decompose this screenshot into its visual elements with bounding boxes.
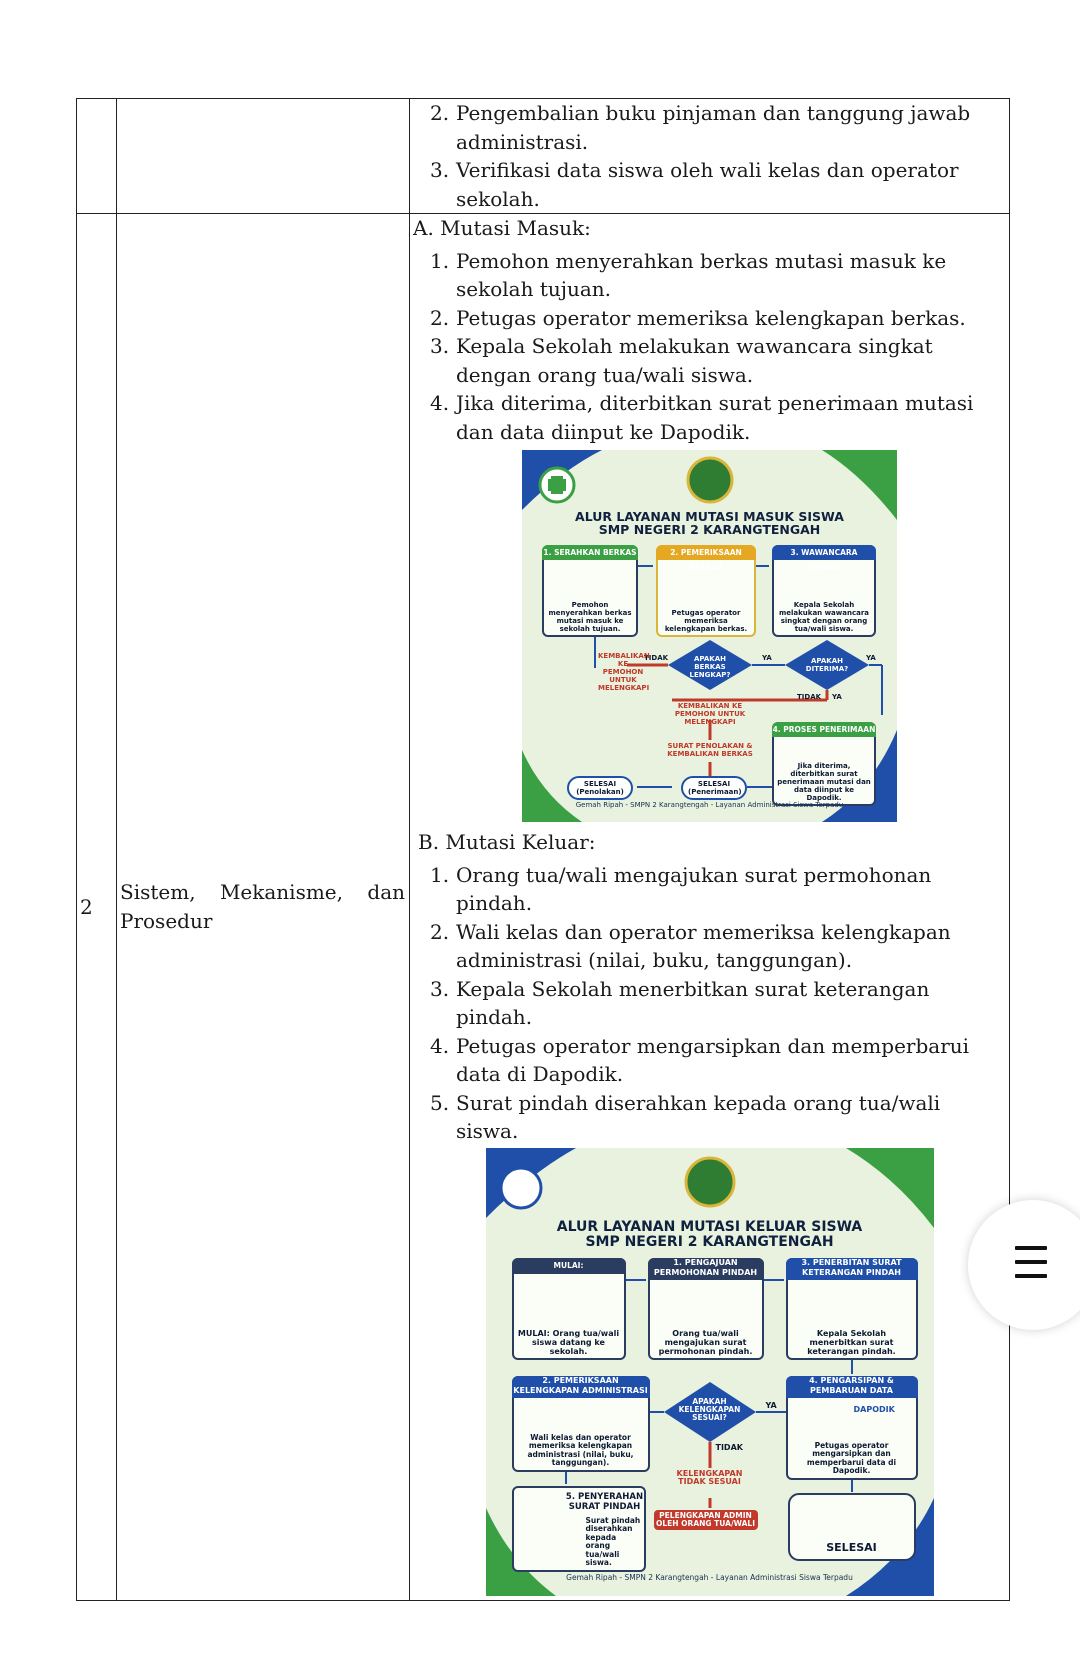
step-box [656, 545, 756, 637]
step-caption: Kepala Sekolah menerbitkan surat keterangan pindah. [807, 1328, 896, 1356]
cell-no [77, 214, 117, 1601]
list-mutasi-masuk [410, 247, 1009, 447]
list-item [410, 1089, 1009, 1146]
step-box [772, 545, 876, 637]
list-item-text: Orang tua/wali mengajukan surat permohonan pindah. [456, 862, 932, 915]
infographic-subtitle: SMP NEGERI 2 KARANGTENGAH [585, 1233, 834, 1250]
list-mutasi-keluar [410, 861, 1009, 1146]
step-header: 4. PENGARSIPAN & PEMBARUAN DATA [786, 1376, 918, 1398]
label-ya: YA [762, 654, 772, 662]
step-header: 3. WAWANCARA SINGKAT [772, 545, 876, 560]
list-item-text: Pengembalian buku pinjaman dan tanggung jawab administrasi. [456, 101, 971, 154]
infographic-title: ALUR LAYANAN MUTASI KELUAR SISWA [556, 1218, 863, 1235]
step-box [786, 1376, 918, 1480]
table-row [77, 99, 1010, 214]
infographic-keluar-wrap [410, 1148, 1009, 1596]
list-item [410, 304, 1009, 333]
note-tidak-sesuai: KELENGKAPAN TIDAK SESUAI [676, 1468, 743, 1486]
step-caption: MULAI: Orang tua/wali siswa datang ke sekolah. [517, 1328, 620, 1356]
step-caption: Wali kelas dan operator memeriksa kelengkapan administrasi (nilai, buku, tanggungan). [527, 1432, 634, 1467]
note-kembalikan: KEMBALIKAN KE PEMOHON UNTUK MELENGKAPI [674, 702, 746, 726]
step-box [512, 1486, 646, 1572]
step-caption: Petugas operator memeriksa kelengkapan berkas. [664, 609, 748, 633]
step-box [648, 1258, 764, 1360]
label-tidak: TIDAK [715, 1442, 743, 1452]
aspek-label: Sistem, Mekanisme, dan Prosedur [120, 879, 405, 933]
list-item [410, 1032, 1009, 1089]
section-heading-keluar: B. Mutasi Keluar: [418, 830, 596, 854]
list-item-number: 2. [430, 919, 450, 944]
list-item-number: 3. [430, 334, 450, 358]
step-header: 2. PEMERIKSAAN BERKAS [656, 545, 756, 560]
list-item-number: 2. [430, 101, 450, 125]
step-header: 3. PENERBITAN SURAT KETERANGAN PINDAH [786, 1258, 918, 1280]
list-item [410, 918, 1009, 975]
step-header: MULAI: [512, 1258, 626, 1274]
infographic-title: ALUR LAYANAN MUTASI MASUK SISWA [575, 509, 844, 524]
cell-aspek-empty [117, 99, 410, 214]
cell-no-empty [77, 99, 117, 214]
decision-berkas-lengkap: APAKAH BERKAS LENGKAP? [689, 655, 731, 679]
step-caption: Orang tua/wali mengajukan surat permohonan pindah. [658, 1328, 753, 1356]
list-item-number: 3. [430, 976, 450, 1001]
list-item-text: Jika diterima, diterbitkan surat penerimaan mutasi dan data diinput ke Dapodik. [456, 391, 974, 444]
cell-aspek [117, 214, 410, 1601]
step-caption: Petugas operator mengarsipkan dan memperbarui data di Dapodik. [806, 1440, 897, 1475]
list-item [410, 332, 1009, 389]
row-number: 2 [80, 894, 93, 919]
dapodik-label: DAPODIK [853, 1404, 895, 1414]
list-item-text: Petugas operator memeriksa kelengkapan berkas. [456, 305, 966, 330]
step-header: 4. PROSES PENERIMAAN [772, 722, 876, 737]
list-item [410, 156, 1009, 213]
section-heading-masuk: A. Mutasi Masuk: [413, 216, 591, 240]
list-item-number: 4. [430, 391, 450, 415]
step-box [512, 1258, 626, 1360]
list-item-number: 4. [430, 1033, 450, 1058]
list-item-text: Surat pindah diserahkan kepada orang tua/wali siswa. [456, 1090, 941, 1143]
step-header: 1. PENGAJUAN PERMOHONAN PINDAH [648, 1258, 764, 1280]
list-item-text: Petugas operator mengarsipkan dan memperbarui data di Dapodik. [456, 1033, 970, 1086]
hamburger-icon [1015, 1246, 1047, 1280]
list-item [410, 861, 1009, 918]
infographic-masuk-wrap [410, 450, 1009, 822]
cell-isi-row2 [410, 214, 1010, 1601]
document-table [76, 98, 1010, 1601]
list-item-text: Verifikasi data siswa oleh wali kelas dan operator sekolah. [456, 158, 959, 211]
step-caption: Pemohon menyerahkan berkas mutasi masuk ke sekolah tujuan. [548, 601, 632, 633]
list-item-number: 3. [430, 158, 450, 182]
list-item [410, 389, 1009, 446]
label-ya: YA [765, 1400, 777, 1410]
step-box [786, 1258, 918, 1360]
step-caption: Jika diterima, diterbitkan surat penerimaan mutasi dan data diinput ke Dapodik. [777, 762, 871, 802]
step-header: 5. PENYERAHAN SURAT PINDAH [565, 1491, 644, 1512]
label-ya: YA [866, 654, 876, 662]
note-penolakan: SURAT PENOLAKAN & KEMBALIKAN BERKAS [667, 742, 753, 758]
step-header: 1. SERAHKAN BERKAS [542, 545, 638, 560]
label-tidak: TIDAK [644, 654, 669, 662]
list-item-text: Pemohon menyerahkan berkas mutasi masuk ke sekolah tujuan. [456, 248, 947, 301]
list-item-number: 1. [430, 862, 450, 887]
end-penolakan: SELESAI (Penolakan) [576, 780, 624, 796]
note-pelengkapan: PELENGKAPAN ADMIN OLEH ORANG TUA/WALI [654, 1510, 758, 1530]
infographic-mutasi-masuk [522, 450, 897, 822]
list-item-text: Kepala Sekolah melakukan wawancara singkat dengan orang tua/wali siswa. [456, 334, 933, 387]
list-item [410, 247, 1009, 304]
list-item-text: Kepala Sekolah menerbitkan surat keterangan pindah. [456, 976, 930, 1029]
step-box [542, 545, 638, 637]
infographic-footer: Gemah Ripah - SMPN 2 Karangtengah - Layanan Administrasi Siswa Terpadu [566, 1573, 853, 1582]
step-caption: Surat pindah diserahkan kepada orang tua/wali siswa. [585, 1515, 641, 1567]
decision-diterima: APAKAH DITERIMA? [805, 657, 849, 673]
step-box [512, 1376, 650, 1472]
end-selesai: SELESAI [826, 1540, 877, 1554]
list-item-text: Wali kelas dan operator memeriksa kelengkapan administrasi (nilai, buku, tanggungan). [456, 919, 951, 972]
list-item [410, 975, 1009, 1032]
list-item-number: 1. [430, 248, 450, 273]
list-item [410, 99, 1009, 156]
step-caption: Kepala Sekolah melakukan wawancara singkat dengan orang tua/wali siswa. [778, 601, 869, 633]
table-row [77, 214, 1010, 1601]
decision-kelengkapan: APAKAH KELENGKAPAN SESUAI? [678, 1396, 741, 1422]
label-ya: YA [832, 693, 842, 701]
continued-list [410, 99, 1009, 213]
infographic-subtitle: SMP NEGERI 2 KARANGTENGAH [598, 522, 821, 537]
list-item-number: 5. [430, 1090, 450, 1115]
infographic-mutasi-keluar [486, 1148, 934, 1596]
note-kembalikan: KEMBALIKAN KE PEMOHON UNTUK MELENGKAPI [598, 652, 650, 692]
infographic-footer: Gemah Ripah - SMPN 2 Karangtengah - Layanan Administrasi Siswa Terpadu [575, 800, 844, 809]
end-penerimaan: SELESAI (Penerimaan) [688, 780, 742, 796]
cell-isi-row1 [410, 99, 1010, 214]
list-item-number: 2. [430, 305, 450, 330]
step-header: 2. PEMERIKSAAN KELENGKAPAN ADMINISTRASI [512, 1376, 650, 1398]
label-tidak: TIDAK [797, 693, 822, 701]
